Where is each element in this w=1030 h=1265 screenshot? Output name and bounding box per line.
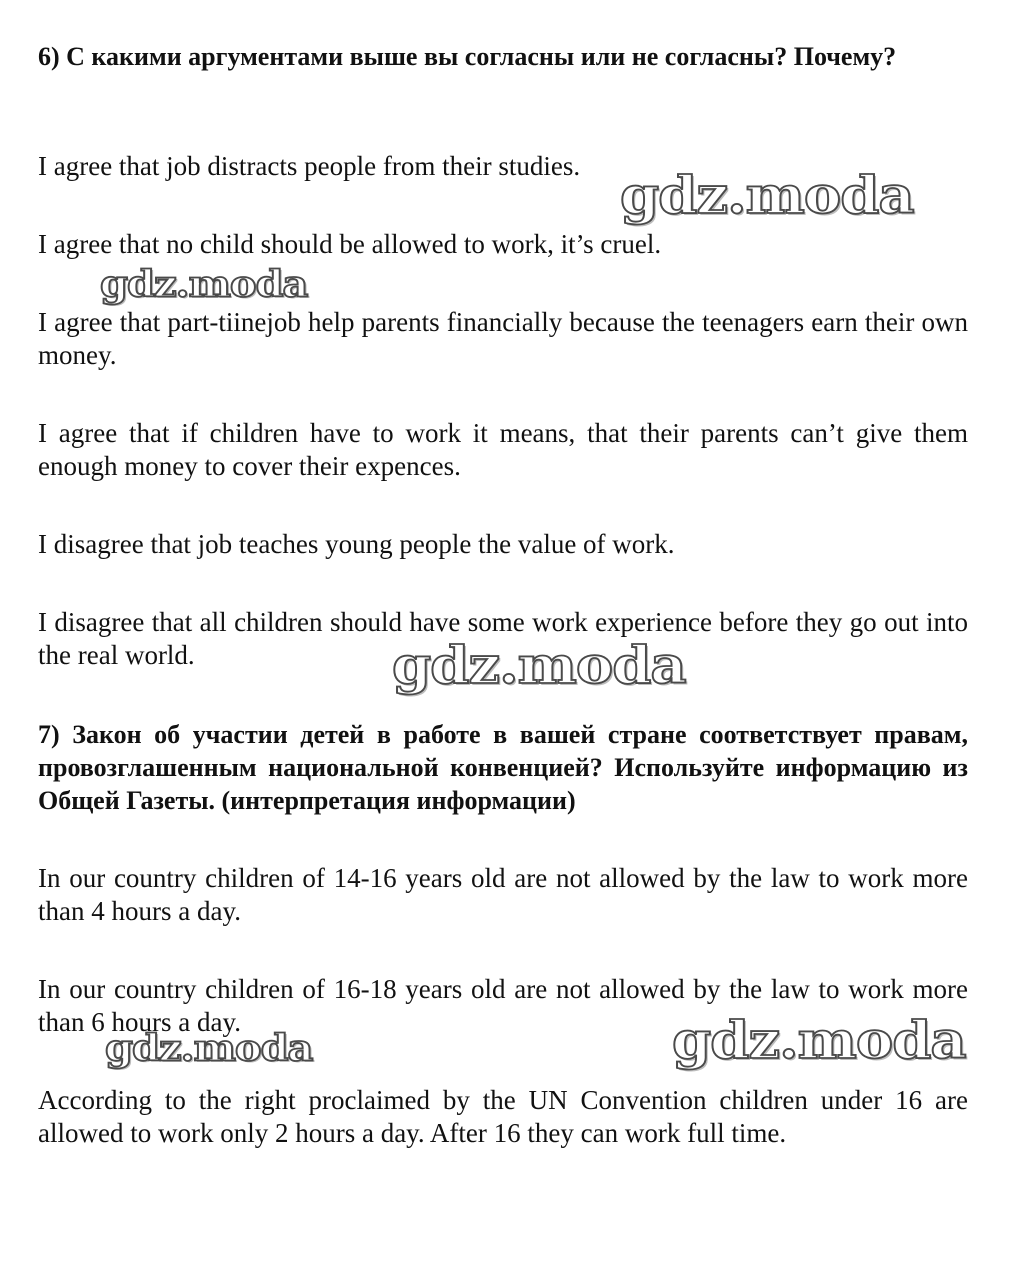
watermark-logo: gdz.moda [620, 165, 914, 227]
section-6-heading: 6) С какими аргументами выше вы согласны или не согласны? Почему? [38, 42, 897, 71]
section-6-paragraph-3: I agree that part-tiinejob help parents financially because the teenagers earn their own money. [38, 307, 968, 370]
watermark-logo: gdz.moda [392, 635, 686, 697]
watermark-logo: gdz.moda [105, 1026, 313, 1070]
section-7-paragraph-2: In our country children of 16-18 years old are not allowed by the law to work more than 6 hours a day. [38, 974, 968, 1037]
section-7-paragraph-3: According to the right proclaimed by the UN Convention children under 16 are allowed to work only 2 hours a day. After 16 they can work full time. [38, 1085, 968, 1148]
watermark-logo: gdz.moda [100, 262, 308, 306]
watermark-logo: gdz.moda [672, 1010, 966, 1072]
section-6-paragraph-5: I disagree that job teaches young people the value of work. [38, 529, 675, 559]
section-6-paragraph-6: I disagree that all children should have some work experience before they go out into the real world. [38, 607, 968, 670]
section-7-heading: 7) Закон об участии детей в работе в вашей стране соответствует правам, провозглашенным национальной конвенцией? Используйте информацию из Общей Газеты. (интерпретация информации) [38, 720, 968, 815]
section-6-paragraph-2: I agree that no child should be allowed to work, it’s cruel. [38, 229, 662, 259]
section-6-paragraph-4: I agree that if children have to work it means, that their parents can’t give them enough money to cover their expences. [38, 418, 968, 481]
section-7-paragraph-1: In our country children of 14-16 years old are not allowed by the law to work more than 4 hours a day. [38, 863, 968, 926]
section-6-paragraph-1: I agree that job distracts people from their studies. [38, 151, 581, 181]
